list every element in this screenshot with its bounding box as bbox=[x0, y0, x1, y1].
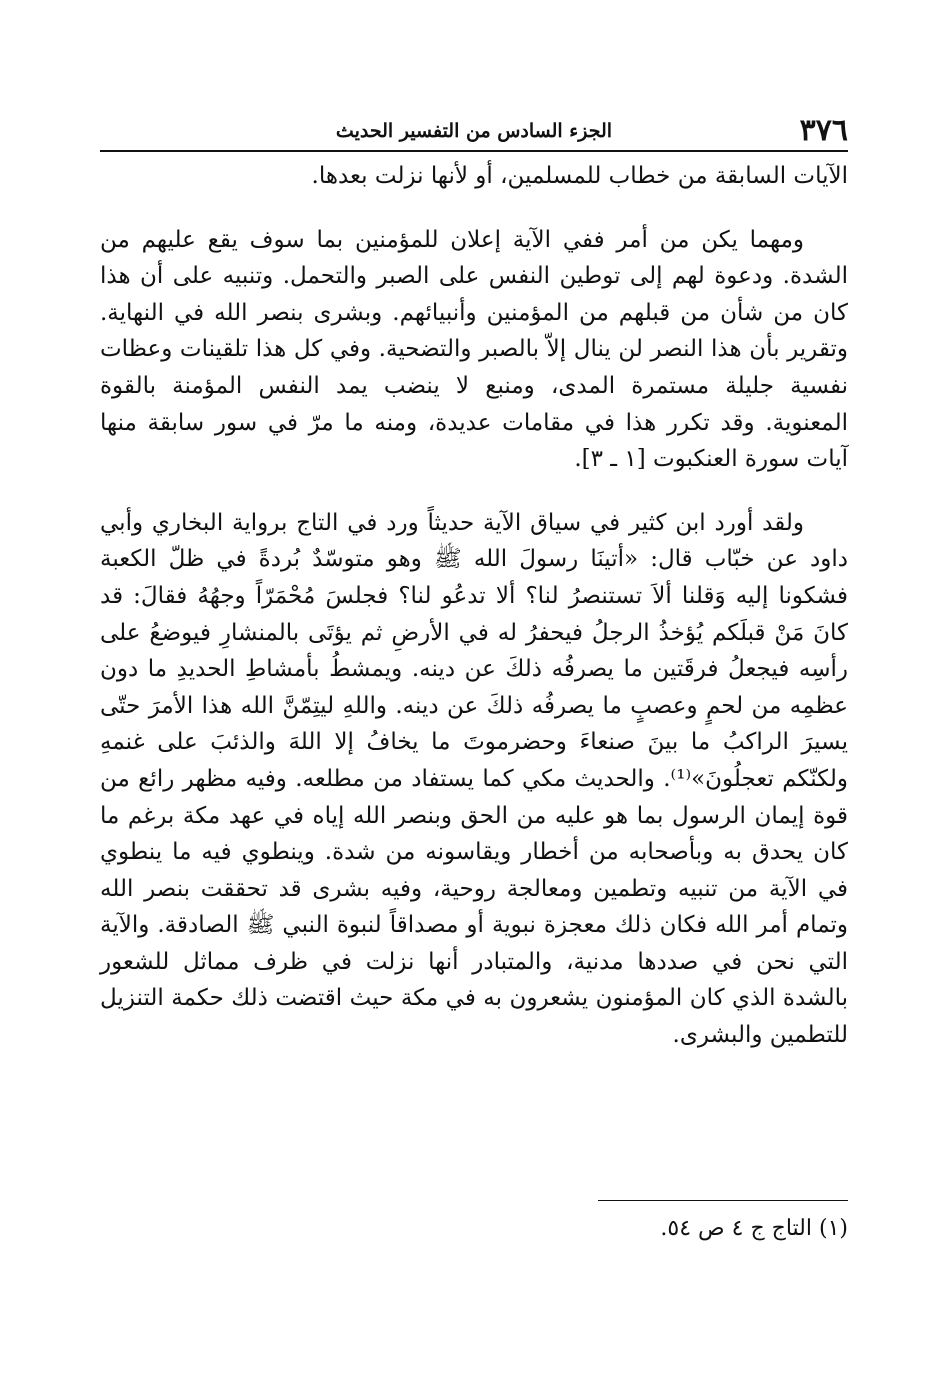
footnote-divider bbox=[598, 1200, 848, 1201]
page-number: ٣٧٦ bbox=[799, 113, 848, 148]
footnote: (١) التاج ج ٤ ص ٥٤. bbox=[660, 1216, 848, 1241]
body-text bbox=[100, 158, 848, 1054]
paragraph-commentary: ومهما يكن من أمر ففي الآية إعلان للمؤمنين بما سوف يقع عليهم من الشدة. ودعوة لهم إلى توطين النفس على الصبر والتحمل. وتنبيه على أن هذا كان من شأن من قبلهم من المؤمنين وأنبيائهم. وبشرى بنصر الله في النهاية. وتقرير بأن هذا النصر لن ينال إلاّ بالصبر والتضحية. وفي كل هذا تلقينات وعظات نفسية جليلة مستمرة المدى، ومنبع لا ينضب يمد النفس المؤمنة بالقوة المعنوية. وقد تكرر هذا في مقامات عديدة، ومنه ما مرّ في سور سابقة منها آيات سورة العنكبوت [١ ـ ٣]. bbox=[100, 226, 848, 473]
running-title: الجزء السادس من التفسير الحديث bbox=[335, 120, 613, 142]
paragraph-continuation: الآيات السابقة من خطاب للمسلمين، أو لأنها نزلت بعدها. bbox=[311, 163, 848, 189]
paragraph-hadith: ولقد أورد ابن كثير في سياق الآية حديثاً ورد في التاج برواية البخاري وأبي داود عن خبّاب قال: «أتينَا رسولَ الله ﷺ وهو متوسّدٌ بُردةً في ظلّ الكعبة فشكونا إليه وَقلنا ألاَ تستنصرُ لنا؟ ألا تدعُو لنا؟ فجلسَ مُحْمَرّاً وجهُهُ فقالَ: قد كانَ مَنْ قبلَكم يُؤخذُ الرجلُ فيحفرُ له في الأرضِ ثم يؤتَى بالمنشارِ فيوضعُ على رأسِه فيجعلُ فرقَتين ما يصرفُه ذلكَ عن دينه. ويمشطُ بأمشاطِ الحديدِ ما دون عظمِه من لحمٍ وعصبٍ ما يصرفُه ذلكَ عن دينه. واللهِ ليتِمّنَّ الله هذا الأمرَ حتّى يسيرَ الراكبُ ما بينَ صنعاءَ وحضرموتَ ما يخافُ إلا اللهَ والذئبَ على غنمهِ ولكنّكم تعجلُونَ»⁽¹⁾. والحديث مكي كما يستفاد من مطلعه. وفيه مظهر رائع من قوة إيمان الرسول بما هو عليه من الحق وبنصر الله إياه في عهد مكة برغم ما كان يحدق به وبأصحابه من أخطار ويقاسونه من شدة. وينطوي فيه ما ينطوي في الآية من تنبيه وتطمين ومعالجة روحية، وفيه بشرى قد تحققت بنصر الله وتمام أمر الله فكان ذلك معجزة نبوية أو مصداقاً لنبوة النبي ﷺ الصادقة. والآية التي نحن في صددها مدنية، والمتبادر أنها نزلت في ظرف مماثل للشعور بالشدة الذي كان المؤمنون يشعرون به في مكة حيث اقتضت ذلك حكمة التنزيل للتطمين والبشرى. bbox=[100, 509, 848, 1049]
page-header bbox=[100, 112, 848, 152]
